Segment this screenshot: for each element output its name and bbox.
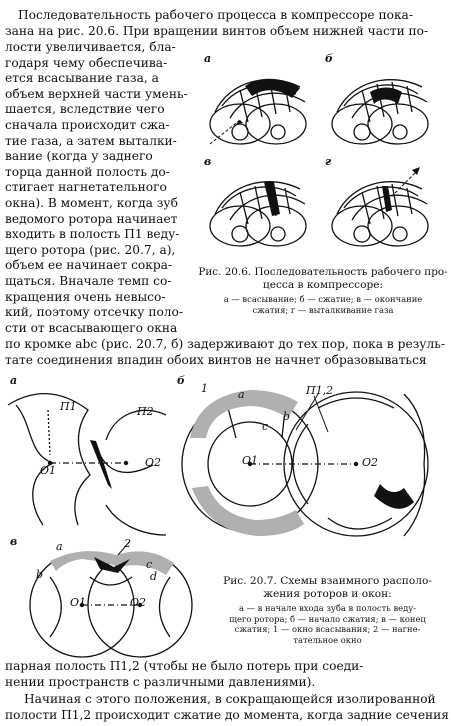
fig-20-7-panel-v: [20, 537, 200, 662]
column-line: ведомого ротора начинает: [5, 211, 178, 226]
column-line: ется всасывание газа, а: [5, 71, 159, 86]
paragraph-line: парная полость П1,2 (чтобы не было потерь при соеди-: [5, 659, 364, 673]
fig-20-7-b-a: a: [238, 388, 245, 401]
fig-20-7-legend-line: щего ротора; б — начало сжатия; в — конец: [229, 613, 426, 624]
column-line: тие газа, а затем выталки-: [5, 133, 177, 148]
fig-20-7-v-b: b: [36, 568, 44, 581]
fig-20-6-caption-line: цесса в компрессоре:: [262, 279, 384, 291]
fig-20-6-label-a: а: [204, 52, 212, 65]
column-line: лости увеличивается, бла-: [5, 40, 176, 54]
fig-20-6-legend: [197, 294, 449, 315]
fig-20-6-label-v: в: [204, 155, 212, 168]
fig-20-7-caption: [206, 575, 449, 601]
fig-20-7-panel-b: [178, 378, 448, 553]
fig-20-6-legend-line: сжатия; г — выталкивание газа: [252, 304, 394, 315]
fig-20-7-v-a: a: [56, 540, 63, 553]
fig-20-6-panel-v: [200, 164, 320, 254]
fig-20-7-v-O1: O1: [70, 596, 87, 609]
fig-20-7-b-1: 1: [201, 382, 208, 395]
fig-20-7-b-P12: П1,2: [306, 384, 334, 397]
column-line: вание (когда у заднего: [5, 149, 153, 164]
fig-20-7-legend-line: а — в начале входа зуба в полость веду-: [238, 603, 417, 613]
fig-20-6-caption: [197, 266, 449, 292]
fig-20-7-v-c: c: [146, 558, 153, 571]
paragraph-line: Начиная с этого положения, в сокращающейся изолированной: [24, 692, 436, 706]
fig-20-7-v-d: d: [150, 570, 158, 583]
fig-20-7-legend-line: сжатия; 1 — окно всасывания; 2 — нагне-: [234, 624, 421, 634]
column-line: сти от всасывающего окна: [5, 320, 178, 335]
paragraph-line: зана на рис. 20.6. При вращении винтов объем нижней части по-: [5, 24, 429, 38]
fig-20-6-panel-b: [322, 62, 442, 152]
fig-20-7-legend: [206, 603, 449, 645]
paragraph-line: тате соединения впадин обоих винтов не начнет образовываться: [5, 353, 427, 367]
fig-20-7-v-2: 2: [124, 537, 131, 550]
fig-20-7-v-O2: O2: [130, 596, 147, 609]
fig-20-6-panel-g: [322, 164, 442, 254]
narrow-text-column: [5, 40, 193, 336]
column-line: окна). В момент, когда зуб: [5, 195, 178, 210]
column-line: шается, вследствие чего: [5, 102, 165, 117]
fig-20-7-caption-line: Рис. 20.7. Схемы взаимного располо-: [223, 575, 432, 587]
fig-20-7-label-a: а: [10, 374, 18, 387]
fig-20-7-b-O2: O2: [362, 456, 379, 469]
fig-20-7-label-v: в: [10, 535, 18, 548]
fig-20-7-b-O1: O1: [242, 454, 259, 467]
column-line: годаря чему обеспечива-: [5, 55, 168, 70]
fig-20-7-a-O1: O1: [40, 464, 57, 477]
fig-20-7-label-b: б: [177, 374, 185, 387]
column-line: стигает нагнетательного: [5, 180, 167, 195]
paragraph-line: Последовательность рабочего процесса в компрессоре пока-: [18, 8, 413, 22]
fig-20-6-label-b: б: [325, 52, 333, 65]
fig-20-7-a-P2: П2: [137, 405, 154, 418]
fig-20-7-a-O2: O2: [145, 456, 162, 469]
fig-20-7-legend-line: тательное окно: [293, 634, 362, 645]
fig-20-7-b-c: c: [262, 420, 269, 433]
column-line: торца данной полость до-: [5, 164, 170, 179]
fig-20-7-caption-line: жения роторов и окон:: [263, 588, 392, 600]
fig-20-6-legend-line: а — всасывание; б — сжатие; в — окончание: [223, 294, 423, 304]
column-line: входить в полость П1 веду-: [5, 227, 180, 242]
column-line: объем ее начинает сокра-: [5, 258, 173, 273]
fig-20-6-panel-a: [200, 62, 320, 152]
fig-20-6-caption-line: Рис. 20.6. Последовательность рабочего про-: [198, 266, 448, 278]
paragraph-line: по кромке abc (рис. 20.7, б) задерживают до тех пор, пока в резуль-: [5, 337, 445, 351]
paragraph-line: нении пространств с различными давлениями).: [5, 675, 316, 689]
fig-20-7-b-b: b: [283, 410, 291, 423]
fig-20-6-label-g: г: [325, 155, 332, 168]
column-line: кращения очень невысо-: [5, 289, 166, 304]
column-line: кий, поэтому отсечку поло-: [5, 305, 183, 320]
column-line: щего ротора (рис. 20.7, а),: [5, 242, 176, 257]
column-line: объем верхней части умень-: [5, 86, 188, 101]
paragraph-line: полости П1,2 происходит сжатие до момента, когда задние сечения: [5, 708, 449, 722]
fig-20-7-a-P1: П1: [60, 400, 77, 413]
column-line: сначала происходит сжа-: [5, 117, 170, 132]
column-line: щаться. Вначале темп со-: [5, 273, 172, 288]
